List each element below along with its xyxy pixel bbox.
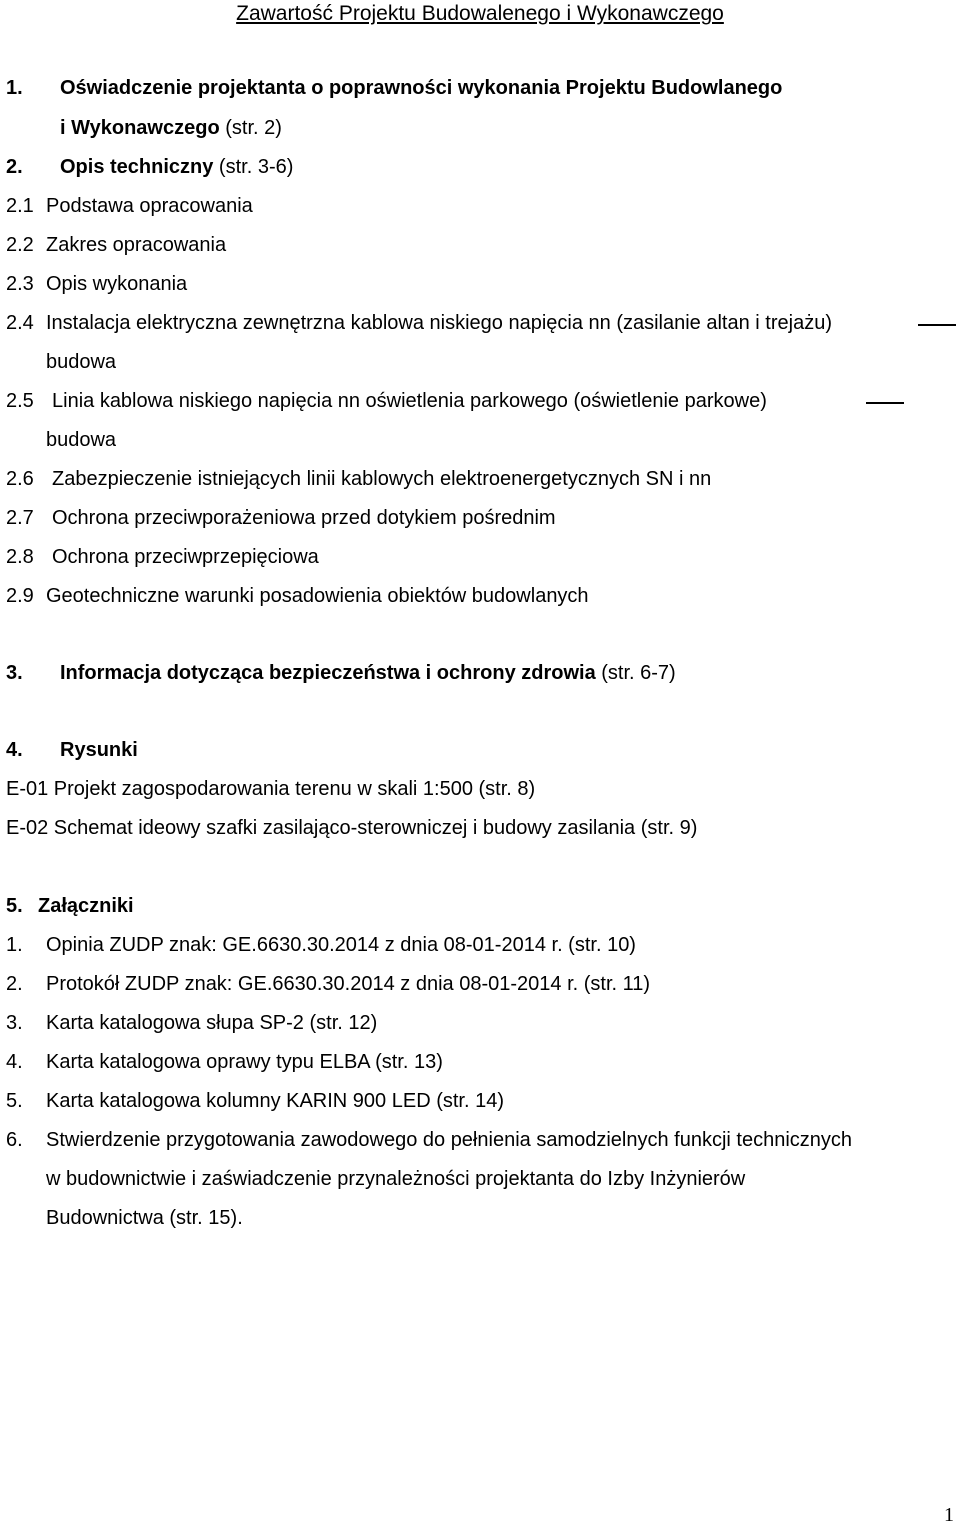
page-number: 1 bbox=[944, 1504, 954, 1526]
attachment-2-number: 2. bbox=[6, 973, 23, 995]
section-1-heading-cont bbox=[60, 116, 282, 140]
drawing-e02: E-02 Schemat ideowy szafki zasilająco-sterowniczej i budowy zasilania (str. 9) bbox=[6, 817, 698, 839]
subsection-2-9-text: Geotechniczne warunki posadowienia obiektów budowlanych bbox=[46, 585, 589, 607]
attachment-6-text: Stwierdzenie przygotowania zawodowego do pełnienia samodzielnych funkcji technicznych bbox=[46, 1129, 853, 1151]
subsection-2-5-text-cont: budowa bbox=[46, 429, 117, 451]
subsection-2-3-number: 2.3 bbox=[6, 273, 34, 295]
drawing-e01: E-01 Projekt zagospodarowania terenu w skali 1:500 (str. 8) bbox=[6, 778, 536, 800]
section-2-number: 2. bbox=[6, 156, 23, 178]
section-5-number: 5. bbox=[6, 895, 23, 917]
attachment-3-number: 3. bbox=[6, 1012, 23, 1034]
subsection-2-5-number: 2.5 bbox=[6, 390, 34, 412]
section-5-heading: Załączniki bbox=[38, 895, 134, 917]
attachment-5-number: 5. bbox=[6, 1090, 23, 1112]
attachment-1-text: Opinia ZUDP znak: GE.6630.30.2014 z dnia 08-01-2014 r. (str. 10) bbox=[46, 934, 636, 956]
section-4-number: 4. bbox=[6, 739, 23, 761]
attachment-2-text: Protokół ZUDP znak: GE.6630.30.2014 z dnia 08-01-2014 r. (str. 11) bbox=[46, 973, 651, 995]
attachment-4-number: 4. bbox=[6, 1051, 23, 1073]
em-dash bbox=[918, 324, 956, 326]
subsection-2-3-text: Opis wykonania bbox=[46, 273, 188, 295]
attachment-1-number: 1. bbox=[6, 934, 23, 956]
section-3-heading bbox=[60, 661, 676, 685]
subsection-2-6-text: Zabezpieczenie istniejących linii kablowych elektroenergetycznych SN i nn bbox=[52, 468, 712, 490]
section-2-page-ref: (str. 3-6) bbox=[213, 156, 294, 178]
subsection-2-8-text: Ochrona przeciwprzepięciowa bbox=[52, 546, 319, 568]
section-2-heading-bold: Opis techniczny bbox=[60, 156, 214, 178]
subsection-2-7-number: 2.7 bbox=[6, 507, 34, 529]
subsection-2-6-number: 2.6 bbox=[6, 468, 34, 490]
section-3-page-ref: (str. 6-7) bbox=[595, 662, 676, 684]
subsection-2-1-number: 2.1 bbox=[6, 195, 34, 217]
subsection-2-5-text: Linia kablowa niskiego napięcia nn oświetlenia parkowego (oświetlenie parkowe) bbox=[52, 390, 767, 412]
section-1-heading: Oświadczenie projektanta o poprawności wykonania Projektu Budowlanego bbox=[60, 77, 783, 99]
attachment-3-text: Karta katalogowa słupa SP-2 (str. 12) bbox=[46, 1012, 378, 1034]
subsection-2-9-number: 2.9 bbox=[6, 585, 34, 607]
em-dash bbox=[866, 402, 904, 404]
attachment-6-number: 6. bbox=[6, 1129, 23, 1151]
subsection-2-2-text: Zakres opracowania bbox=[46, 234, 227, 256]
section-1-page-ref: (str. 2) bbox=[219, 117, 282, 139]
subsection-2-4-number: 2.4 bbox=[6, 312, 34, 334]
section-1-number: 1. bbox=[6, 77, 23, 99]
attachment-6-text-cont-1: w budownictwie i zaświadczenie przynależności projektanta do Izby Inżynierów bbox=[46, 1168, 746, 1190]
section-3-number: 3. bbox=[6, 662, 23, 684]
section-3-heading-bold: Informacja dotycząca bezpieczeństwa i ochrony zdrowia bbox=[60, 662, 596, 684]
attachment-5-text: Karta katalogowa kolumny KARIN 900 LED (str. 14) bbox=[46, 1090, 504, 1112]
section-1-heading-bold: i Wykonawczego bbox=[60, 117, 220, 139]
document-title: Zawartość Projektu Budowalenego i Wykonawczego bbox=[236, 2, 724, 25]
attachment-4-text: Karta katalogowa oprawy typu ELBA (str. 13) bbox=[46, 1051, 443, 1073]
section-2-heading bbox=[60, 155, 293, 179]
attachment-6-text-cont-2: Budownictwa (str. 15). bbox=[46, 1207, 243, 1229]
subsection-2-2-number: 2.2 bbox=[6, 234, 34, 256]
subsection-2-1-text: Podstawa opracowania bbox=[46, 195, 253, 217]
subsection-2-7-text: Ochrona przeciwporażeniowa przed dotykiem pośrednim bbox=[52, 507, 556, 529]
subsection-2-4-text: Instalacja elektryczna zewnętrzna kablowa niskiego napięcia nn (zasilanie altan i trejażu) bbox=[46, 312, 832, 334]
subsection-2-8-number: 2.8 bbox=[6, 546, 34, 568]
subsection-2-4-text-cont: budowa bbox=[46, 351, 117, 373]
section-4-heading: Rysunki bbox=[60, 739, 138, 761]
